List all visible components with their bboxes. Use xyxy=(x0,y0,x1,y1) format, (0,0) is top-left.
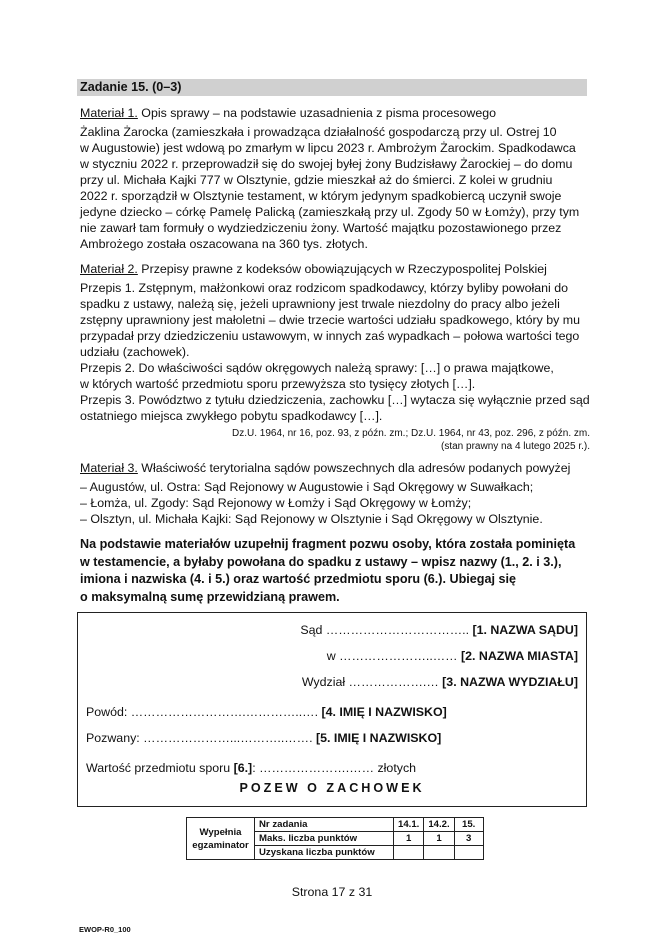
material-2-line: zstępny uprawniony jest małoletni – dwie trzecie wartości udziału spadkowego, który by mu xyxy=(80,313,580,327)
document-title: POZEW O ZACHOWEK xyxy=(239,781,425,795)
defendant-label: [5. IMIĘ I NAZWISKO] xyxy=(315,731,442,745)
claim-value-unit: złotych xyxy=(377,761,417,775)
material-3-line: – Augustów, ul. Ostra: Sąd Rejonowy w Augustowie i Sąd Okręgowy w Suwałkach; xyxy=(80,480,534,494)
material-2-line: Przepis 2. Do właściwości sądów okręgowych należą sprawy: […] o prawa majątkowe, xyxy=(80,361,554,375)
task-number: 15. xyxy=(454,818,483,832)
material-1-line: Ambrożego została oszacowana na 360 tys. złotych. xyxy=(80,237,368,251)
claim-value-dots[interactable]: : ………………….…… xyxy=(252,761,378,775)
material-2-title: Materiał 2. Przepisy prawne z kodeksów obowiązujących w Rzeczypospolitej Polskiej xyxy=(80,262,547,276)
score-table xyxy=(186,817,484,860)
material-2-source: Dz.U. 1964, nr 16, poz. 93, z późn. zm.; Dz.U. 1964, nr 43, poz. 296, z późn. zm. xyxy=(232,428,590,439)
task-number-header: Nr zadania xyxy=(255,818,394,832)
max-points: 3 xyxy=(454,832,483,846)
obtained-points-cell[interactable] xyxy=(454,846,483,860)
department-dots[interactable]: ……………….… xyxy=(348,675,443,689)
obtained-points-cell[interactable] xyxy=(394,846,424,860)
claim-value-label: [6.] xyxy=(233,761,253,775)
instruction-line: o maksymalną sumę przewidzianą prawem. xyxy=(80,589,340,604)
obtained-points-label: Uzyskana liczba punktów xyxy=(255,846,394,860)
task-title: Zadanie 15. (0–3) xyxy=(80,80,182,94)
material-2-source-date: (stan prawny na 4 lutego 2025 r.). xyxy=(441,441,590,452)
material-2-line: spadku z ustawy, należą się, jeżeli uprawniony jest trwale niezdolny do pracy albo jeżeli xyxy=(80,297,560,311)
max-points: 1 xyxy=(424,832,454,846)
material-1-line: w Augustowie) jest wdową po zmarłym w lipcu 2023 r. Ambrożym Żarockim. Spadkodawca xyxy=(80,141,576,155)
max-points: 1 xyxy=(394,832,424,846)
material-2-line: Przepis 1. Zstępnym, małżonkowi oraz rodzicom spadkodawcy, którzy byliby powołani do xyxy=(80,281,569,295)
material-1-line: w styczniu 2022 r. przeprowadził się do swojej byłej żony Budzisławy Żarockiej – do domu xyxy=(80,157,573,171)
department-field[interactable]: Wydział ……………….… [3. NAZWA WYDZIAŁU] xyxy=(301,675,578,689)
material-3-line: – Olsztyn, ul. Michała Kajki: Sąd Rejonowy w Olsztynie i Sąd Okręgowy w Olsztynie. xyxy=(80,512,543,526)
material-2-line: przypadał przy dziedziczeniu ustawowym, w innych zaś wypadkach – połowa wartości tego xyxy=(80,329,580,343)
examiner-cell: Wypełnia egzaminator xyxy=(187,818,255,860)
plaintiff-field[interactable]: Powód: ……………………….…………..…. [4. IMIĘ I NAZWISKO] xyxy=(86,705,447,719)
claim-value-field[interactable]: Wartość przedmiotu sporu [6.]: ………………….…… złotych xyxy=(86,761,417,775)
material-2-line: ostatniego miejsca zwykłego pobytu spadkodawcy […]. xyxy=(80,409,383,423)
city-field[interactable]: w …………………..…… [2. NAZWA MIASTA] xyxy=(326,649,578,663)
task-number: 14.2. xyxy=(424,818,454,832)
material-1 xyxy=(80,105,590,252)
court-field[interactable]: Sąd …………………………….. [1. NAZWA SĄDU] xyxy=(300,623,578,637)
material-2 xyxy=(80,261,590,453)
material-1-line: przy ul. Michała Kajki 777 w Olsztynie, gdzie mieszkał aż do śmierci. Z kolei w grudniu xyxy=(80,173,553,187)
material-3 xyxy=(80,460,590,527)
material-2-line: w których wartość przedmiotu sporu przewyższa sto tysięcy złotych […]. xyxy=(80,377,476,391)
instruction-line: Na podstawie materiałów uzupełnij fragment pozwu osoby, która została pominięta xyxy=(80,537,576,551)
material-1-line: 2022 r. sporządził w Olsztynie testament, w którym jedynym spadkobiercą uczynił swoje xyxy=(80,189,562,203)
material-3-title: Materiał 3. Właściwość terytorialna sądów powszechnych dla adresów podanych powyżej xyxy=(80,461,571,475)
city-dots[interactable]: …………………..…… xyxy=(339,649,461,663)
material-1-line: jedyne dziecko – córkę Pamelę Palicką (zamieszkałą przy ul. Zgody 50 w Łomży), przy tym xyxy=(80,205,580,219)
defendant-dots[interactable]: …………………...………..……. xyxy=(143,731,316,745)
material-1-title: Materiał 1. Opis sprawy – na podstawie uzasadnienia z pisma procesowego xyxy=(80,106,497,120)
department-label: [3. NAZWA WYDZIAŁU] xyxy=(442,675,578,689)
document-code: EWOP-R0_100 xyxy=(79,925,131,934)
task-header xyxy=(77,79,587,96)
material-2-line: Przepis 3. Powództwo z tytułu dziedziczenia, zachowku […] wytacza się wyłącznie przed sąd xyxy=(80,393,590,407)
court-dots[interactable]: …………………………….. xyxy=(325,623,473,637)
material-3-line: – Łomża, ul. Zgody: Sąd Rejonowy w Łomży i Sąd Okręgowy w Łomży; xyxy=(80,496,472,510)
material-2-line: udziału (zachowek). xyxy=(80,345,190,359)
obtained-points-cell[interactable] xyxy=(424,846,454,860)
instruction-line: w testamencie, a byłaby powołana do spadku z ustawy – wpisz nazwy (1., 2. i 3.), xyxy=(80,554,562,569)
task-number: 14.1. xyxy=(394,818,424,832)
instruction-line: imiona i nazwiska (4. i 5.) oraz wartość przedmiotu sporu (6.). Ubiegaj się xyxy=(80,572,516,586)
city-label: [2. NAZWA MIASTA] xyxy=(460,649,578,663)
page-number: Strona 17 z 31 xyxy=(291,885,373,899)
task-instruction xyxy=(80,536,590,606)
defendant-field[interactable]: Pozwany: …………………...………..……. [5. IMIĘ I NAZWISKO] xyxy=(86,731,442,745)
plaintiff-label: [4. IMIĘ I NAZWISKO] xyxy=(321,705,447,719)
court-label: [1. NAZWA SĄDU] xyxy=(472,623,578,637)
plaintiff-dots[interactable]: ……………………….…………..…. xyxy=(130,705,322,719)
answer-form xyxy=(77,612,587,807)
max-points-label: Maks. liczba punktów xyxy=(255,832,394,846)
material-1-line: Żaklina Żarocka (zamieszkała i prowadząca działalność gospodarczą przy ul. Ostrej 10 xyxy=(80,125,557,139)
material-1-line: nie zawarł tam formuły o wydziedziczeniu żony. Wartość majątku pozostawionego przez xyxy=(80,221,562,235)
